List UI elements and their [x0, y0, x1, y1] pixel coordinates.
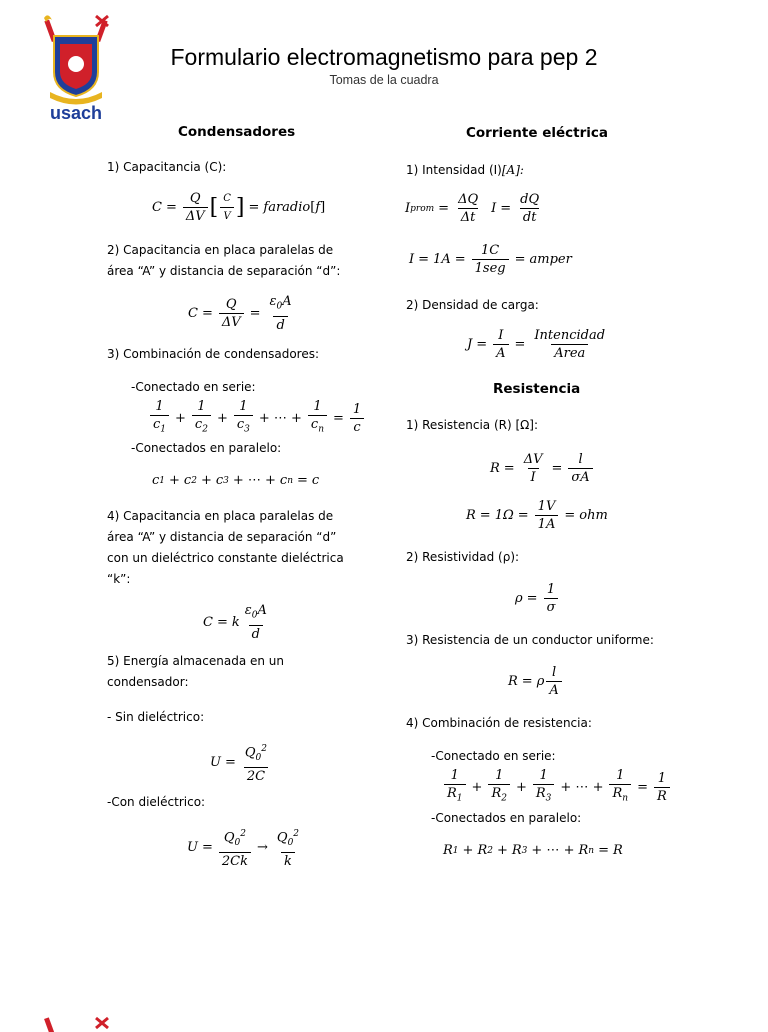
formula-dielectrico: C = k $\frac{\varepsilon_0A}{d}$: [203, 603, 267, 642]
left-serie-label: -Conectado en serie:: [131, 380, 256, 394]
right-r-item-4: 4) Combinación de resistencia:: [406, 716, 592, 730]
left-item-5-line1: 5) Energía almacenada en un: [107, 654, 285, 668]
right-item-1: 1) Intensidad (I)[A]:: [406, 163, 524, 177]
left-item-5-line2: condensador:: [107, 675, 189, 689]
left-item-2-line1: 2) Capacitancia en placa paralelas de: [107, 243, 334, 257]
formula-densidad: J = $\frac{I}{A}$ = $\frac{\text{Intencidad}}{\text{Area}}$: [467, 328, 606, 361]
right-r-item-2: 2) Resistividad (ρ):: [406, 550, 520, 564]
left-item-4-line4: “k”:: [107, 572, 131, 586]
usach-logo-next-page: [36, 1012, 116, 1032]
formula-paralelo-condensadores: c 1 + c 2 + c 3 + ⋯ + c n = c: [152, 473, 320, 488]
right-paralelo-label: -Conectados en paralelo:: [431, 811, 582, 825]
left-item-2-line2: área “A” y distancia de separación “d”:: [107, 264, 341, 278]
formula-serie-resistencias: $\frac{1}{R_1}$ + $\frac{1}{R_2}$ + $\frac{1}{R_3}$ + ⋯ + $\frac{1}{R_n}$ = $\frac{1}{R}$: [442, 768, 672, 807]
heading-resistencia: Resistencia: [493, 381, 581, 397]
formula-energia-con-dielectrico: U = $\frac{Q_0^2}{2Ck}$ → $\frac{Q_0^2}{k}$: [187, 829, 300, 869]
heading-condensadores: Condensadores: [178, 124, 296, 140]
formula-serie-condensadores: $\frac{1}{c_1}$ + $\frac{1}{c_2}$ + $\frac{1}{c_3}$ + ⋯ + $\frac{1}{c_n}$ = $\frac{1}{c}$: [148, 399, 366, 438]
left-con-dielectrico-label: -Con dieléctrico:: [107, 795, 206, 809]
formula-conductor-uniforme: R = ρ $\frac{l}{A}$: [508, 665, 564, 698]
heading-corriente-electrica: Corriente eléctrica: [466, 125, 608, 141]
formula-resistividad: ρ = $\frac{1}{\sigma}$: [515, 582, 560, 615]
page-title: Formulario electromagnetismo para pep 2: [170, 44, 598, 70]
formula-placa-paralela: C = $\frac{Q}{\Delta V}$ = $\frac{\varepsilon_0A}{d}$: [188, 294, 292, 333]
formula-capacitancia: C = $\frac{Q}{\Delta V}$ [ $\frac{C}{V}$ ] = faradio [ f ]: [152, 191, 326, 224]
formula-ohm: R = 1Ω = $\frac{1V}{1A}$ = ohm: [466, 499, 608, 532]
formula-ampere: I = 1A = $\frac{1C}{\text{1seg}}$ = amper: [409, 243, 572, 276]
right-r-item-1: 1) Resistencia (R) [Ω]:: [406, 418, 539, 432]
formula-paralelo-resistencias: R 1 + R 2 + R 3 + ⋯ + R n = R: [443, 843, 623, 858]
right-r-item-3: 3) Resistencia de un conductor uniforme:: [406, 633, 654, 647]
right-item-2: 2) Densidad de carga:: [406, 298, 539, 312]
left-item-3: 3) Combinación de condensadores:: [107, 347, 320, 361]
logo-text: usach: [49, 103, 103, 123]
formula-intensidad-promedio: I prom = $\frac{\Delta Q}{\Delta t}$ I = $\frac{dQ}{dt}$: [405, 192, 540, 225]
left-sin-dielectrico-label: - Sin dieléctrico:: [107, 710, 205, 724]
left-item-4-line3: con un dieléctrico constante dieléctrica: [107, 551, 344, 565]
page-subtitle: Tomas de la cuadra: [329, 73, 439, 87]
formula-energia-sin-dielectrico: U = $\frac{Q_0^2}{2C}$: [210, 744, 268, 784]
left-item-4-line2: área “A” y distancia de separación “d”: [107, 530, 337, 544]
formula-resistencia: R = $\frac{\Delta V}{I}$ = $\frac{l}{\sigma A}$: [490, 452, 595, 485]
right-serie-label: -Conectado en serie:: [431, 749, 556, 763]
left-paralelo-label: -Conectados en paralelo:: [131, 441, 282, 455]
left-item-4-line1: 4) Capacitancia en placa paralelas de: [107, 509, 334, 523]
left-item-1: 1) Capacitancia (C):: [107, 160, 227, 174]
